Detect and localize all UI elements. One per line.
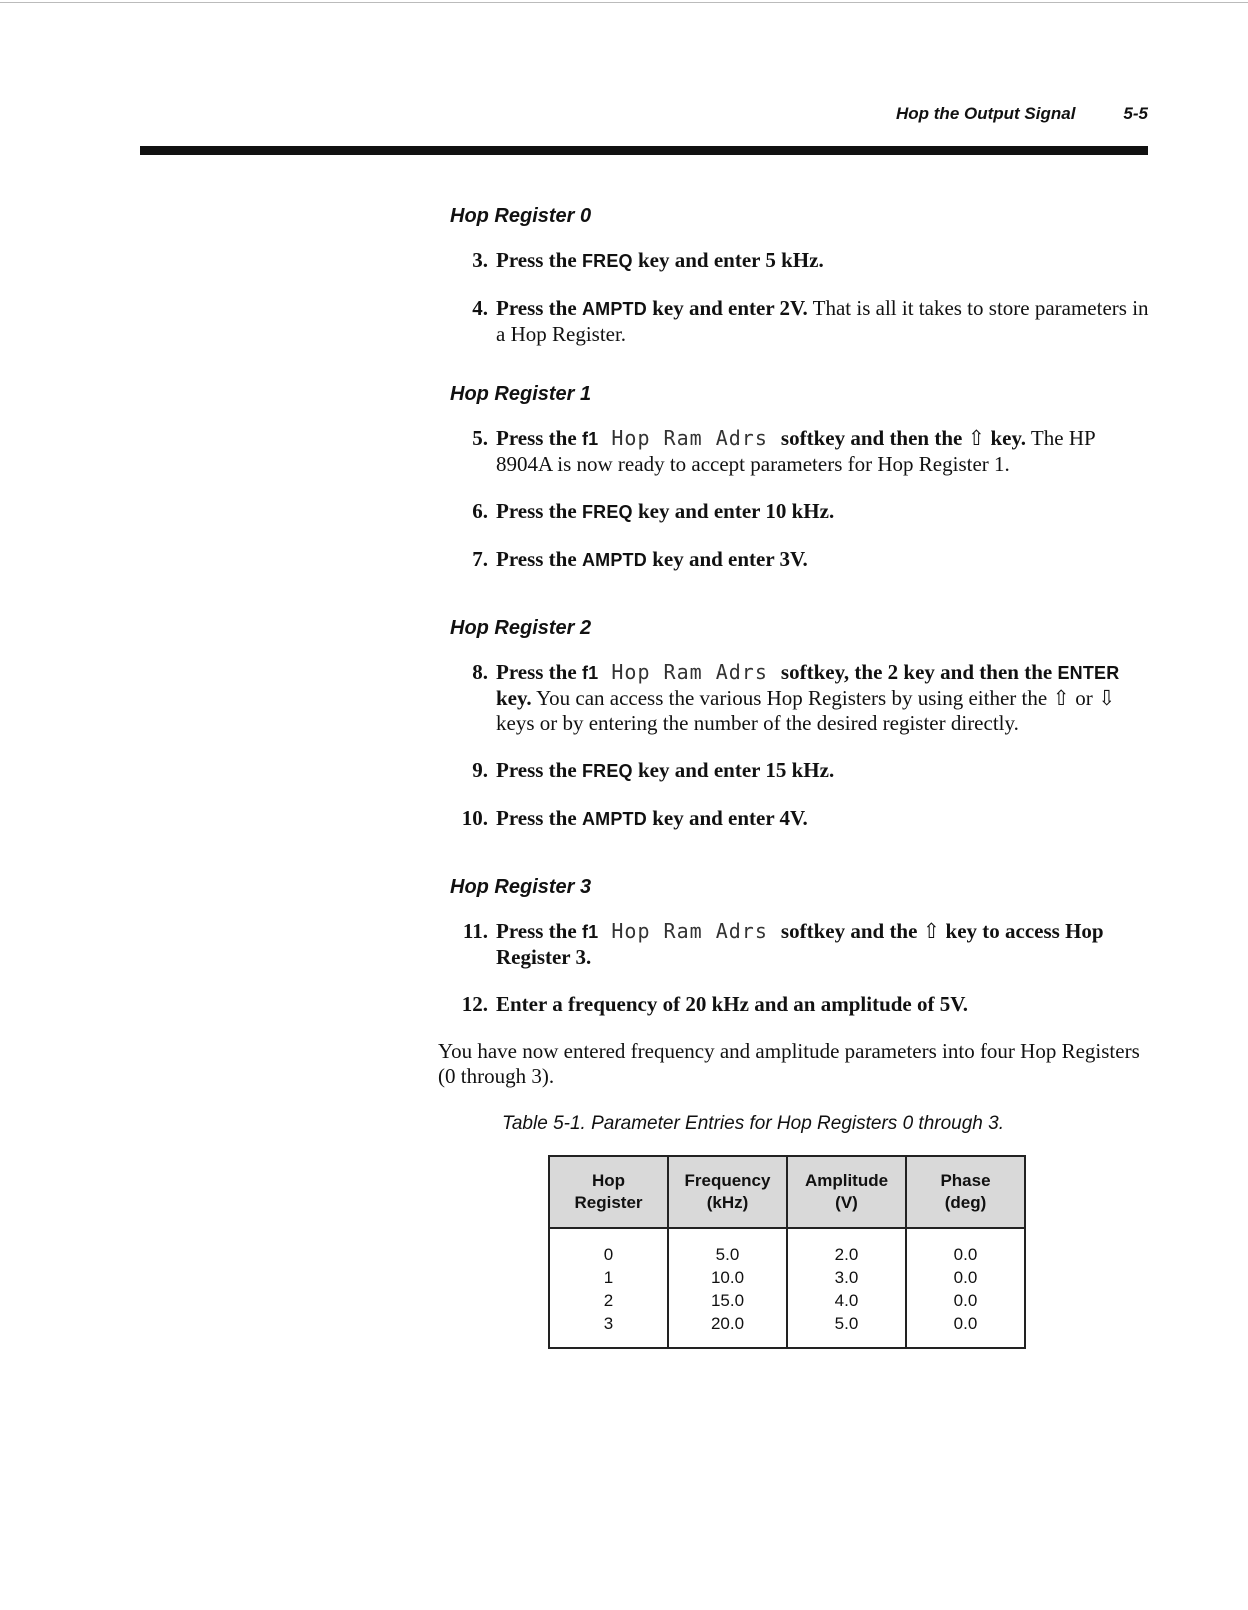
table-row: 0 5.0 2.0 0.0	[549, 1228, 1025, 1266]
freq-key: FREQ	[581, 761, 633, 781]
step-6: 6. Press the FREQ key and enter 10 kHz.	[472, 499, 835, 523]
section-title: Hop Register 3	[450, 876, 592, 898]
amptd-key: AMPTD	[581, 550, 647, 570]
step-4: 4. Press the AMPTD key and enter 2V. That is all it takes to store parameters in a Hop Register.	[472, 296, 1149, 346]
f1-softkey: f1	[581, 663, 599, 683]
main-content	[438, 205, 1150, 1349]
step-3: 3. Press the FREQ key and enter 5 kHz.	[472, 248, 824, 272]
f1-softkey: f1	[581, 429, 599, 449]
step-5: 5. Press the f1 Hop Ram Adrs softkey and then the ⇧ key. The HP 8904A is now ready to accept parameters for Hop Register 1.	[472, 426, 1095, 476]
page-number: 5-5	[1123, 104, 1148, 123]
col-header: Frequency (kHz)	[668, 1156, 787, 1228]
col-header: Phase (deg)	[906, 1156, 1025, 1228]
col-header: Amplitude (V)	[787, 1156, 906, 1228]
summary-paragraph: You have now entered frequency and amplitude parameters into four Hop Registers (0 through 3).	[438, 1039, 1140, 1088]
enter-key: ENTER	[1057, 663, 1120, 683]
section-title: Hop Register 2	[450, 617, 592, 639]
section-hop-register-0	[450, 205, 1150, 347]
col-header: Hop Register	[549, 1156, 668, 1228]
f1-softkey: f1	[581, 922, 599, 942]
step-7: 7. Press the AMPTD key and enter 3V.	[472, 547, 808, 571]
lcd-softkey-label: Hop Ram Adrs	[598, 426, 781, 450]
table-row: 1 10.0 3.0 0.0	[549, 1266, 1025, 1289]
lcd-softkey-label: Hop Ram Adrs	[598, 919, 781, 943]
step-8: 8. Press the f1 Hop Ram Adrs softkey, the 2 key and then the ENTER key. You can access the various Hop Registers by using either the ⇧ or ⇩ keys or by entering the number of the desired register directly.	[472, 660, 1120, 735]
amptd-key: AMPTD	[581, 809, 647, 829]
header-title: Hop the Output Signal	[896, 104, 1076, 123]
section-hop-register-1	[450, 383, 1150, 573]
parameter-table	[548, 1155, 1026, 1349]
freq-key: FREQ	[581, 251, 633, 271]
step-11: 11. Press the f1 Hop Ram Adrs softkey and the ⇧ key to access Hop Register 3.	[462, 919, 1104, 969]
running-header	[0, 104, 1148, 124]
table-row: 2 15.0 4.0 0.0	[549, 1289, 1025, 1312]
scan-edge-line	[0, 2, 1248, 3]
table-caption: Table 5-1. Parameter Entries for Hop Registers 0 through 3.	[502, 1113, 1004, 1134]
lcd-softkey-label: Hop Ram Adrs	[598, 660, 781, 684]
header-rule	[140, 146, 1148, 155]
step-12: 12. Enter a frequency of 20 kHz and an amplitude of 5V.	[461, 992, 968, 1016]
freq-key: FREQ	[581, 502, 633, 522]
table-header-row	[549, 1156, 1025, 1228]
table-row: 3 20.0 5.0 0.0	[549, 1312, 1025, 1348]
section-title: Hop Register 0	[450, 205, 592, 227]
amptd-key: AMPTD	[581, 299, 647, 319]
step-9: 9. Press the FREQ key and enter 15 kHz.	[472, 758, 835, 782]
section-hop-register-3	[450, 876, 1150, 1017]
step-10: 10. Press the AMPTD key and enter 4V.	[461, 806, 808, 830]
section-title: Hop Register 1	[450, 383, 592, 405]
section-hop-register-2	[450, 617, 1150, 832]
